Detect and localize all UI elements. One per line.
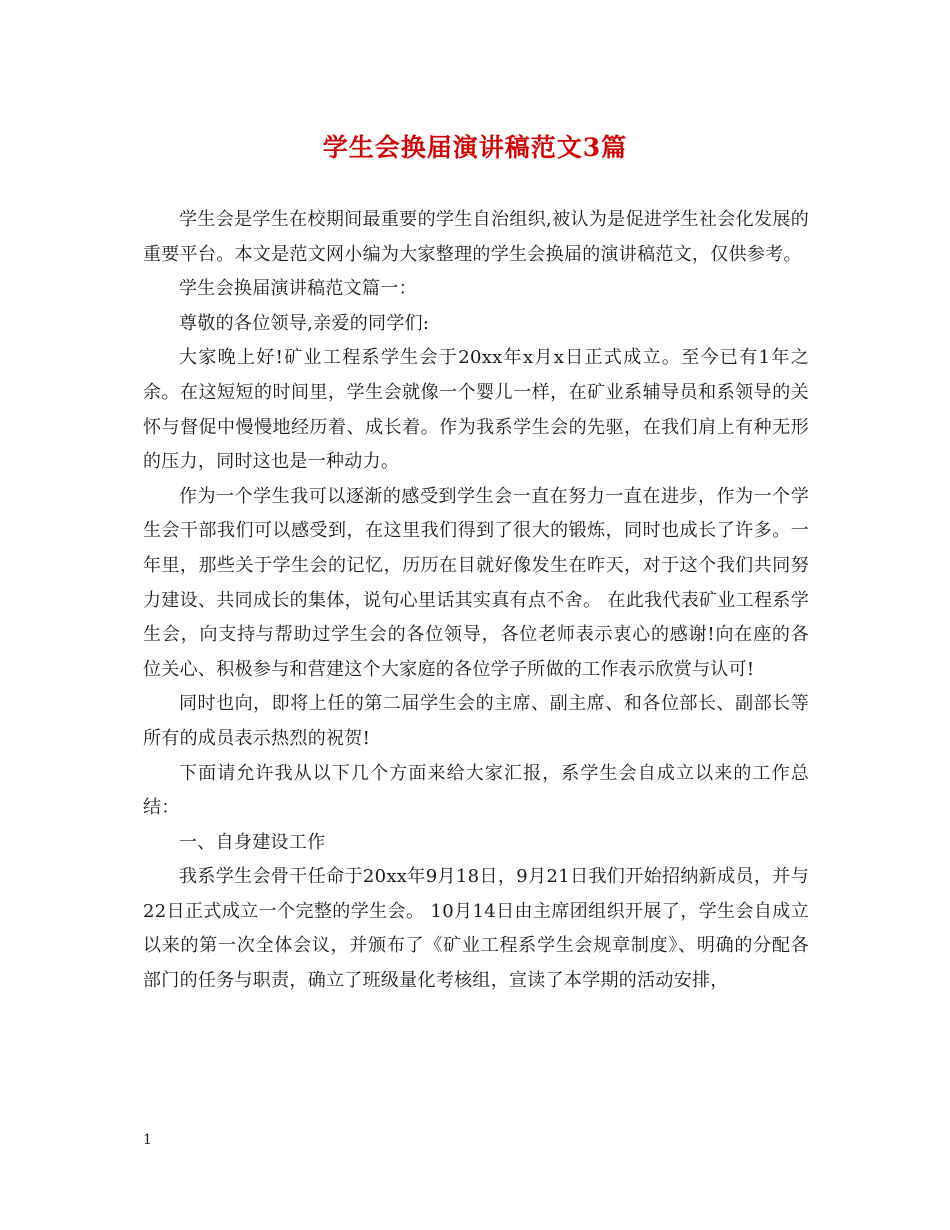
paragraph-self-building: 我系学生会骨干任命于20xx年9月18日，9月21日我们开始招纳新成员，并与22日正式成立一个完整的学生会。 10月14日由主席团组织开展了，学生会自成立以来的第一次全体会议，并颁布了《矿业工程系学生会规章制度》、明确的分配各部门的任务与职责，确立了班级量化考核组，宣读了本学期的活动安排，	[143, 866, 809, 992]
paragraph-congratulations: 同时也向，即将上任的第二届学生会的主席、副主席、和各位部长、副部长等所有的成员表示热烈的祝贺!	[143, 693, 809, 749]
paragraph-reflection: 作为一个学生我可以逐渐的感受到学生会一直在努力一直在进步，作为一个学生会干部我们可以感受到，在这里我们得到了很大的锻炼，同时也成长了许多。一年里，那些关于学生会的记忆，历历在目就好像发生在昨天，对于这个我们共同努力建设、共同成长的集体，说句心里话其实真有点不舍。 在此我代表矿业工程系学生会，向支持与帮助过学生会的各位领导，各位老师表示衷心的感谢!向在座的各位关心、积极参与和营建这个大家庭的各位学子所做的工作表示欣赏与认可!	[143, 485, 809, 680]
paragraph-subheading: 一、自身建设工作	[179, 831, 326, 853]
paragraph-intro: 学生会是学生在校期间最重要的学生自治组织,被认为是促进学生社会化发展的重要平台。本文是范文网小编为大家整理的学生会换届的演讲稿范文，仅供参考。	[143, 209, 809, 265]
paragraph-greeting: 大家晚上好!矿业工程系学生会于20xx年x月x日正式成立。至今已有1年之余。在这短短的时间里，学生会就像一个婴儿一样，在矿业系辅导员和系领导的关怀与督促中慢慢地经历着、成长着。作为我系学生会的先驱，在我们肩上有种无形的压力，同时这也是一种动力。	[143, 347, 809, 473]
document-title: 学生会换届演讲稿范文3篇	[322, 133, 628, 162]
paragraph-salutation: 尊敬的各位领导,亲爱的同学们:	[179, 312, 430, 334]
paragraph-summary-intro: 下面请允许我从以下几个方面来给大家汇报，系学生会自成立以来的工作总结：	[143, 762, 809, 819]
paragraph-section-heading: 学生会换届演讲稿范文篇一：	[179, 278, 417, 300]
page-number: 1	[143, 1132, 152, 1148]
document-body	[143, 203, 809, 999]
